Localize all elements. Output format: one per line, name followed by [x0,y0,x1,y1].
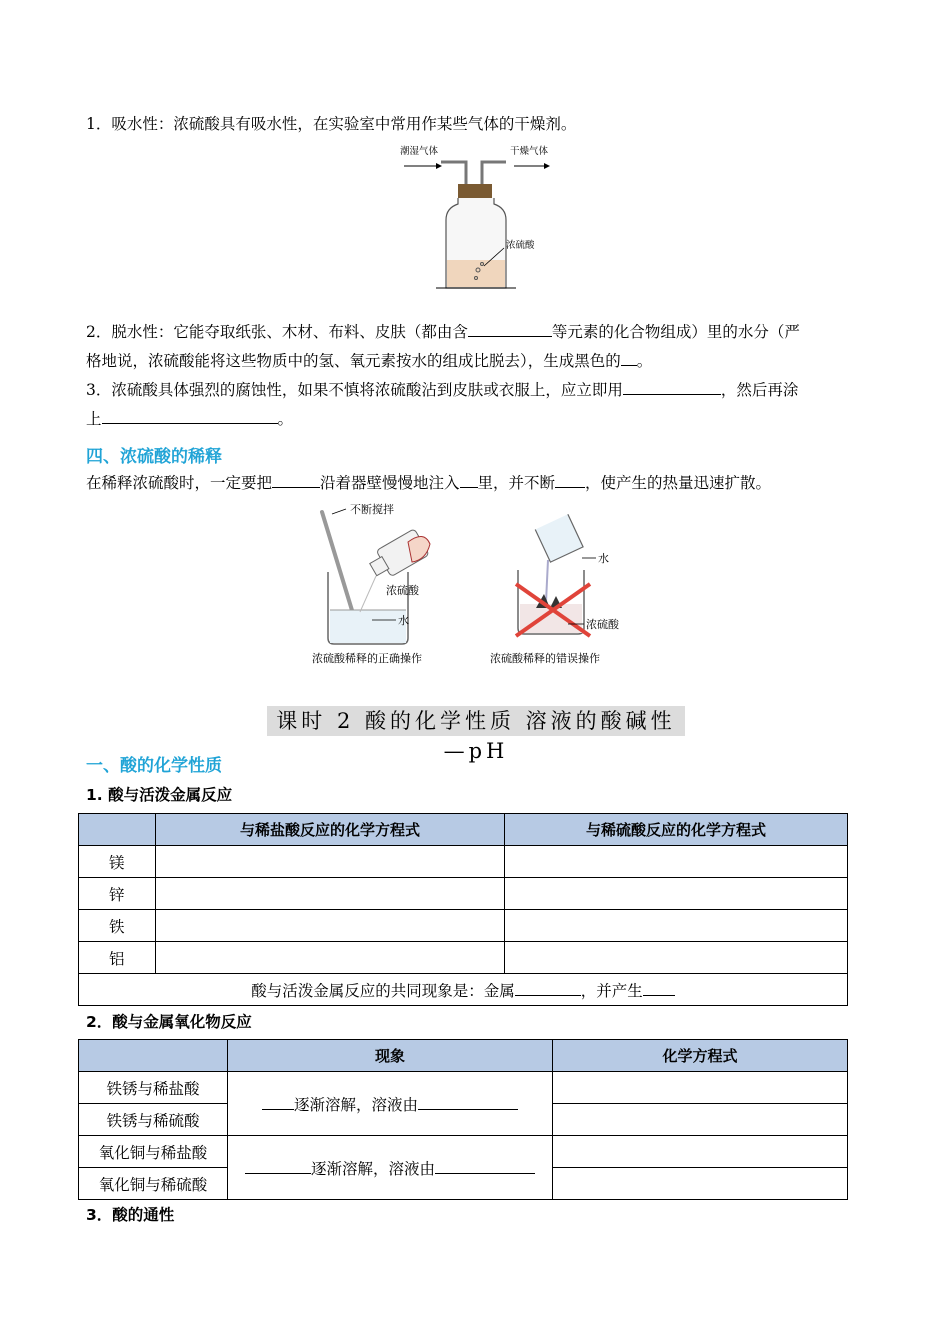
stir-label: 不断搅拌 [350,503,394,516]
text: ，并产生 [580,983,643,1000]
metal-cell: 铁 [79,910,156,942]
phenomenon-cell [228,1072,553,1136]
section-heading-acid-properties: 一、酸的化学性质 [86,756,222,776]
table-header-cell [79,814,156,846]
answer-cell[interactable] [156,942,505,974]
table-footer-row [79,974,848,1006]
wrong-dilution-figure [486,510,656,670]
answer-cell[interactable] [553,1168,848,1200]
metal-cell: 镁 [79,846,156,878]
table-header-cell: 与稀硫酸反应的化学方程式 [505,814,848,846]
answer-cell[interactable] [156,846,505,878]
table-row [79,878,848,910]
answer-blank [460,470,478,488]
answer-cell[interactable] [505,910,848,942]
answer-blank [621,348,637,366]
water-absorption-item: 1．吸水性：浓硫酸具有吸水性，在实验室中常用作某些气体的干燥剂。 [86,115,577,133]
text: 。 [277,410,294,428]
answer-cell[interactable] [505,878,848,910]
reaction-cell: 氧化铜与稀盐酸 [79,1136,228,1168]
common-phenomenon-cell [79,974,848,1006]
text: ，使产生的热量迅速扩散。 [585,474,772,492]
answer-blank [468,319,552,337]
answer-cell[interactable] [553,1136,848,1168]
answer-blank [272,470,320,488]
text: 上 [86,410,102,428]
answer-cell[interactable] [505,846,848,878]
answer-blank [555,470,585,488]
text: 等元素的化合物组成）里的水分（严 [551,323,800,341]
phenomenon-cell [228,1136,553,1200]
answer-cell[interactable] [553,1072,848,1104]
table-header-cell: 化学方程式 [553,1040,848,1072]
answer-blank [643,978,675,996]
reaction-cell: 铁锈与稀盐酸 [79,1072,228,1104]
wet-gas-label: 潮湿气体 [400,146,439,157]
text: 里，并不断 [477,474,556,492]
text: 沿着器壁慢慢地注入 [320,474,460,492]
answer-cell[interactable] [553,1104,848,1136]
answer-blank [102,406,278,424]
answer-blank [515,978,581,996]
table-row [79,942,848,974]
dilution-text [86,469,850,498]
answer-blank [623,377,721,395]
dehydration-item [86,318,850,376]
text: 逐渐溶解，溶液由 [293,1097,418,1114]
corrosiveness-item [86,376,850,434]
text: 3．浓硫酸具体强烈的腐蚀性，如果不慎将浓硫酸沾到皮肤或衣服上，应立即用 [86,381,623,399]
answer-blank [435,1156,535,1174]
reaction-cell: 氧化铜与稀硫酸 [79,1168,228,1200]
acid-label: 浓硫酸 [586,618,619,631]
text: 。 [636,352,653,370]
subheading-metal-reaction: 1. 酸与活泼金属反应 [86,786,233,804]
table-row [79,910,848,942]
table-header-cell: 与稀盐酸反应的化学方程式 [156,814,505,846]
text: 逐渐溶解，溶液由 [310,1161,435,1178]
text: 2．脱水性：它能夺取纸张、木材、布料、皮肤（都由含 [86,323,468,341]
lesson-title: 课时 2 酸的化学性质 溶液的酸碱性—pH [267,706,685,736]
table-row [79,846,848,878]
answer-blank [418,1092,518,1110]
table-header-cell: 现象 [228,1040,553,1072]
subheading-acid-commonality: 3．酸的通性 [86,1206,175,1224]
table-row [79,1072,848,1104]
answer-blank [245,1156,311,1174]
section-heading-dilution: 四、浓硫酸的稀释 [86,447,222,467]
acid-label: 浓硫酸 [506,240,535,251]
answer-blank [262,1092,294,1110]
metal-cell: 锌 [79,878,156,910]
answer-cell[interactable] [156,878,505,910]
correct-caption: 浓硫酸稀释的正确操作 [312,652,422,665]
correct-dilution-figure [300,500,470,670]
text: ，然后再涂 [720,381,799,399]
water-label: 水 [398,614,409,627]
oxide-reaction-table [78,1039,848,1200]
table-header-cell [79,1040,228,1072]
acid-label: 浓硫酸 [386,584,419,597]
text: 格地说，浓硫酸能将这些物质中的氢、氧元素按水的组成比脱去），生成黑色的 [86,352,621,370]
water-label: 水 [598,552,609,565]
subheading-oxide-reaction: 2．酸与金属氧化物反应 [86,1013,252,1031]
answer-cell[interactable] [156,910,505,942]
table-row [79,1136,848,1168]
answer-cell[interactable] [505,942,848,974]
metal-cell: 铝 [79,942,156,974]
text: 酸与活泼金属反应的共同现象是：金属 [251,983,515,1000]
dry-gas-label: 干燥气体 [510,146,549,157]
metal-reaction-table [78,813,848,1006]
reaction-cell: 铁锈与稀硫酸 [79,1104,228,1136]
text: 在稀释浓硫酸时，一定要把 [86,474,273,492]
gas-drying-bottle-figure [396,142,556,292]
wrong-caption: 浓硫酸稀释的错误操作 [490,652,600,665]
